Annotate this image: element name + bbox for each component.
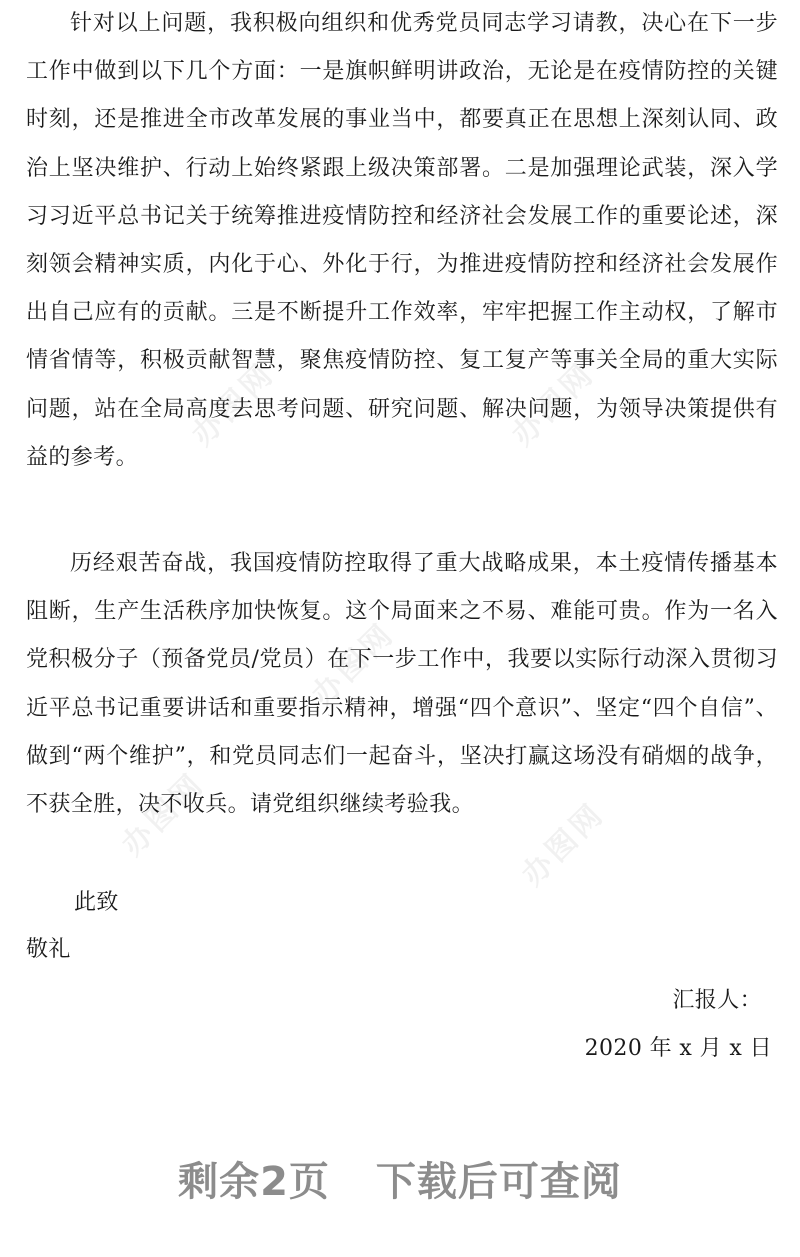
watermark-logo: 办图网 (305, 616, 402, 713)
watermark-logo: 办图网 (115, 766, 212, 863)
body-paragraph-2: 历经艰苦奋战，我国疫情防控取得了重大战略成果，本土疫情传播基本阻断，生产生活秩序加快恢复。这个局面来之不易、难能可贵。作为一名入党积极分子（预备党员/党员）在下一步工作中，我要以实际行动深入贯彻习近平总书记重要讲话和重要指示精神，增强“四个意识”、坚定“四个自信”、做到“两个维护”，和党员同志们一起奋斗，坚决打赢这场没有硝烟的战争，不获全胜，决不收兵。请党组织继续考验我。 (26, 551, 778, 818)
closing-phrase: 此致 (74, 890, 119, 915)
watermark-logo: 办图网 (505, 356, 602, 453)
remaining-pages-text: 剩余2页 (178, 1159, 330, 1205)
body-paragraph-1: 针对以上问题，我积极向组织和优秀党员同志学习请教，决心在下一步工作中做到以下几个方面：一是旗帜鲜明讲政治，无论是在疫情防控的关键时刻，还是推进全市改革发展的事业当中，都要真正在思想上深刻认同、政治上坚决维护、行动上始终紧跟上级决策部署。二是加强理论武装，深入学习习近平总书记关于统筹推进疫情防控和经济社会发展工作的重要论述，深刻领会精神实质，内化于心、外化于行，为推进疫情防控和经济社会发展作出自己应有的贡献。三是不断提升工作效率，牢牢把握工作主动权，了解市情省情等，积极贡献智慧，聚焦疫情防控、复工复产等事关全局的重大实际问题，站在全局高度去思考问题、研究问题、解决问题，为领导决策提供有益的参考。 (26, 11, 778, 470)
salutation: 敬礼 (26, 937, 71, 962)
download-banner[interactable] (0, 1150, 800, 1207)
report-date: 2020 年 x 月 x 日 (584, 1036, 772, 1061)
watermark-logo: 办图网 (515, 796, 612, 893)
reporter-label: 汇报人： (672, 988, 762, 1013)
download-hint-text: 下载后可查阅 (375, 1159, 622, 1205)
watermark-logo: 办图网 (185, 356, 282, 453)
